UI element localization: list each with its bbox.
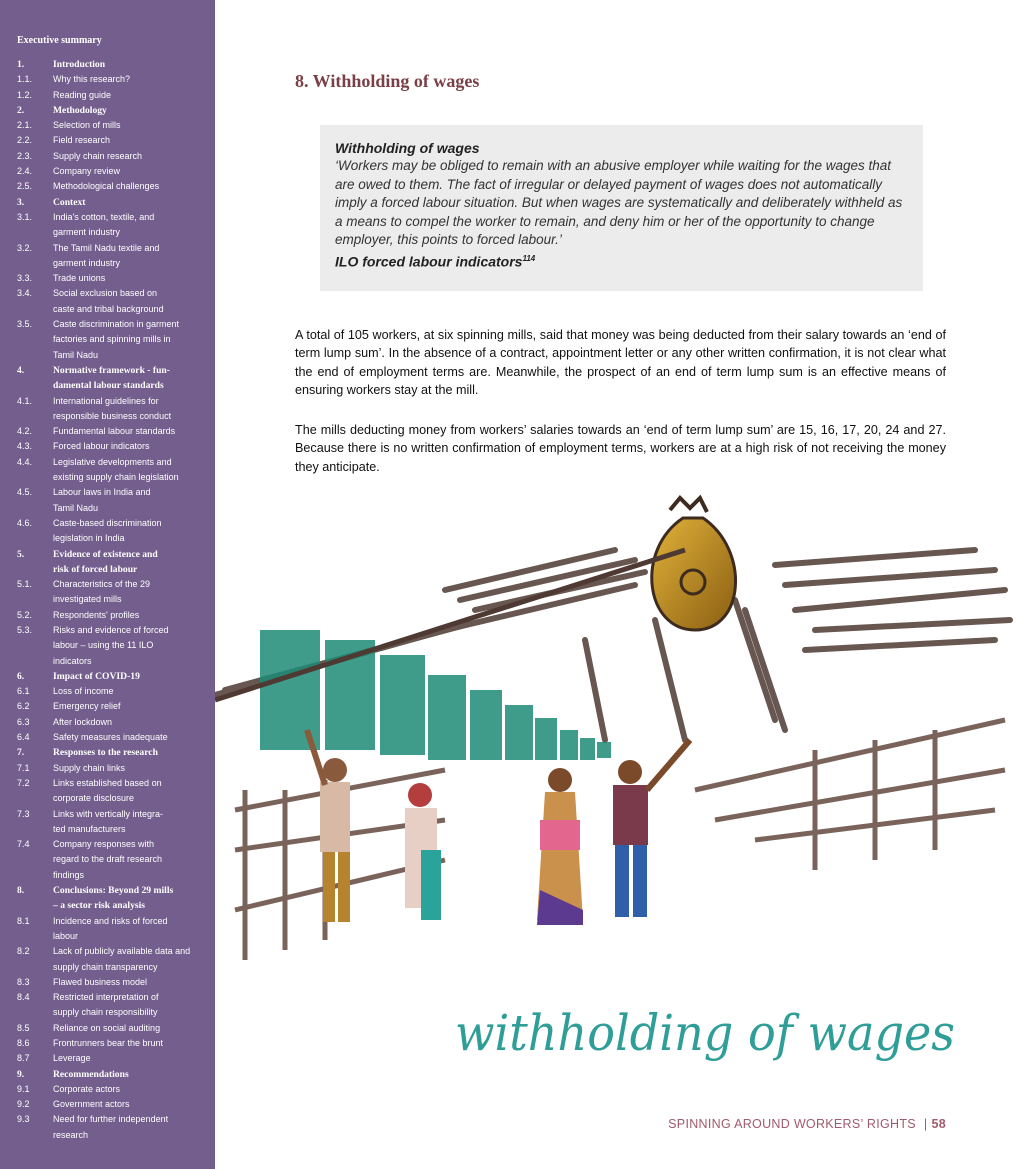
toc-item[interactable] bbox=[17, 837, 207, 852]
toc-item[interactable] bbox=[17, 807, 207, 822]
toc-item[interactable] bbox=[17, 88, 207, 103]
toc-number: 2.2. bbox=[17, 135, 33, 146]
toc-item[interactable] bbox=[17, 730, 207, 745]
toc-executive-summary[interactable]: Executive summary bbox=[17, 35, 102, 46]
toc-label: caste and tribal background bbox=[53, 303, 164, 314]
toc-item[interactable] bbox=[17, 776, 207, 791]
toc-label: Links with vertically integra- bbox=[53, 808, 164, 819]
toc-number: 4.4. bbox=[17, 456, 33, 467]
toc-number: 1.2. bbox=[17, 89, 33, 100]
page-number: 58 bbox=[931, 1117, 946, 1131]
toc-item[interactable] bbox=[17, 439, 207, 454]
toc-label: Reliance on social auditing bbox=[53, 1022, 161, 1033]
toc-number bbox=[17, 225, 53, 240]
toc-number bbox=[17, 592, 53, 607]
toc-label: Field research bbox=[53, 135, 111, 146]
toc-number bbox=[17, 1128, 53, 1143]
toc-label: supply chain transparency bbox=[53, 961, 158, 972]
toc-number bbox=[17, 501, 53, 516]
toc-item[interactable] bbox=[17, 241, 207, 256]
toc-item[interactable] bbox=[17, 715, 207, 730]
toc-number bbox=[17, 348, 53, 363]
toc-label: existing supply chain legislation bbox=[53, 472, 179, 483]
toc-label: Characteristics of the 29 bbox=[53, 579, 151, 590]
toc-label: Trade unions bbox=[53, 273, 106, 284]
toc-number bbox=[17, 852, 53, 867]
toc-label: Links established based on bbox=[53, 777, 162, 788]
toc-number: 7.2 bbox=[17, 777, 30, 788]
toc-item[interactable] bbox=[17, 149, 207, 164]
toc-number: 3.3. bbox=[17, 273, 33, 284]
toc-number: 4.6. bbox=[17, 517, 33, 528]
toc-label: damental labour standards bbox=[53, 380, 164, 392]
toc-label: Evidence of existence and bbox=[53, 548, 158, 560]
toc-chapter[interactable] bbox=[17, 1067, 207, 1082]
toc-chapter[interactable] bbox=[17, 57, 207, 72]
toc-number: 2. bbox=[17, 104, 25, 116]
toc-label: Selection of mills bbox=[53, 120, 121, 131]
toc-label: Responses to the research bbox=[53, 747, 158, 759]
toc-number bbox=[17, 960, 53, 975]
toc-item[interactable] bbox=[17, 1097, 207, 1112]
toc-item[interactable] bbox=[17, 623, 207, 638]
toc-label: Normative framework - fun- bbox=[53, 364, 170, 376]
toc-number: 8.5 bbox=[17, 1022, 30, 1033]
toc-chapter[interactable] bbox=[17, 745, 207, 760]
toc-label: Labour laws in India and bbox=[53, 487, 151, 498]
quote-text: ‘Workers may be obliged to remain with an abusive employer while waiting for the wages that are owed to them. The fact of irregular or delayed payment of wages does not automatically imply a forced labour situation. But when wages are systematically and deliberately withheld as a means to compel the worker to remain, and deny him or her of the opportunity to change employer, this points to forced labour.’ bbox=[335, 158, 903, 247]
toc-item[interactable] bbox=[17, 394, 207, 409]
toc-item[interactable] bbox=[17, 348, 207, 363]
toc-item[interactable] bbox=[17, 1005, 207, 1020]
toc-label: After lockdown bbox=[53, 716, 113, 727]
toc-number bbox=[17, 302, 53, 317]
toc-label: investigated mills bbox=[53, 594, 122, 605]
toc-label: Fundamental labour standards bbox=[53, 426, 176, 437]
toc-label: corporate disclosure bbox=[53, 793, 135, 804]
toc-item[interactable] bbox=[17, 501, 207, 516]
toc-item[interactable] bbox=[17, 118, 207, 133]
toc-item[interactable] bbox=[17, 654, 207, 669]
toc-number bbox=[17, 638, 53, 653]
toc-number bbox=[17, 654, 53, 669]
toc-item[interactable] bbox=[17, 699, 207, 714]
toc-label: Corporate actors bbox=[53, 1083, 121, 1094]
toc-number: 4.1. bbox=[17, 395, 33, 406]
toc-label: supply chain responsibility bbox=[53, 1007, 158, 1018]
toc-number: 4.2. bbox=[17, 426, 33, 437]
toc-item[interactable] bbox=[17, 960, 207, 975]
toc-item[interactable] bbox=[17, 72, 207, 87]
toc-item[interactable] bbox=[17, 577, 207, 592]
toc-label: risk of forced labour bbox=[53, 563, 138, 575]
toc-number: 8.7 bbox=[17, 1053, 30, 1064]
toc-label: Company review bbox=[53, 166, 121, 177]
toc-chapter[interactable] bbox=[17, 103, 207, 118]
toc-number bbox=[17, 332, 53, 347]
toc-number: 4. bbox=[17, 364, 25, 376]
toc-chapter[interactable] bbox=[17, 378, 207, 393]
toc-item[interactable] bbox=[17, 1051, 207, 1066]
toc-number bbox=[17, 256, 53, 271]
toc-item[interactable] bbox=[17, 608, 207, 623]
toc-label: – a sector risk analysis bbox=[53, 900, 146, 912]
toc-label: Why this research? bbox=[53, 74, 131, 85]
toc-number: 3. bbox=[17, 196, 25, 208]
toc-item[interactable] bbox=[17, 1128, 207, 1143]
toc-item[interactable] bbox=[17, 1036, 207, 1051]
toc-item[interactable] bbox=[17, 516, 207, 531]
toc-number: 7.4 bbox=[17, 839, 30, 850]
toc-item[interactable] bbox=[17, 761, 207, 776]
toc-item[interactable] bbox=[17, 164, 207, 179]
toc-number bbox=[17, 1005, 53, 1020]
toc-item[interactable] bbox=[17, 286, 207, 301]
toc-number: 7.1 bbox=[17, 762, 30, 773]
toc-label: Supply chain research bbox=[53, 150, 143, 161]
toc-label: Impact of COVID-19 bbox=[53, 670, 140, 682]
toc-label: legislation in India bbox=[53, 533, 125, 544]
quote-source bbox=[335, 250, 907, 271]
toc-label: Tamil Nadu bbox=[53, 502, 99, 513]
toc-number: 5.1. bbox=[17, 579, 33, 590]
toc-chapter[interactable] bbox=[17, 883, 207, 898]
toc-chapter[interactable] bbox=[17, 669, 207, 684]
toc-label: Reading guide bbox=[53, 89, 112, 100]
toc-number: 4.5. bbox=[17, 487, 33, 498]
toc-item[interactable] bbox=[17, 868, 207, 883]
toc-item[interactable] bbox=[17, 975, 207, 990]
toc-item[interactable] bbox=[17, 929, 207, 944]
toc-item[interactable] bbox=[17, 1112, 207, 1127]
body-paragraph: A total of 105 workers, at six spinning mills, said that money was being deducted from their salary towards an ‘end of term lump sum’. In the absence of a contract, appointment letter or any other written confirmation, it is not clear what the end of employment terms are. Meanwhile, the prospect of an end of term lump sum is an effective means of ensuring workers stay at the mill. bbox=[295, 328, 946, 398]
toc-number bbox=[17, 531, 53, 546]
toc-item[interactable] bbox=[17, 1082, 207, 1097]
toc-item[interactable] bbox=[17, 791, 207, 806]
worker-2 bbox=[405, 783, 441, 920]
toc-label: Need for further independent bbox=[53, 1114, 169, 1125]
toc-label: indicators bbox=[53, 655, 92, 666]
toc-item[interactable] bbox=[17, 133, 207, 148]
toc-item[interactable] bbox=[17, 179, 207, 194]
toc-label: Social exclusion based on bbox=[53, 288, 158, 299]
toc-chapter[interactable] bbox=[17, 195, 207, 210]
toc-number: 1.1. bbox=[17, 74, 33, 85]
toc-label: Incidence and risks of forced bbox=[53, 915, 168, 926]
toc-item[interactable] bbox=[17, 822, 207, 837]
toc-label: Emergency relief bbox=[53, 701, 121, 712]
toc-label: Forced labour indicators bbox=[53, 441, 150, 452]
toc-label: Government actors bbox=[53, 1099, 130, 1110]
table-of-contents-sidebar bbox=[0, 0, 215, 1169]
toc-number bbox=[17, 791, 53, 806]
toc-item[interactable] bbox=[17, 592, 207, 607]
toc-number: 3.4. bbox=[17, 288, 33, 299]
toc-label: Flawed business model bbox=[53, 976, 148, 987]
toc-label: ted manufacturers bbox=[53, 823, 126, 834]
toc-number: 3.1. bbox=[17, 211, 33, 222]
toc-label: Tamil Nadu bbox=[53, 349, 99, 360]
toc-number bbox=[17, 822, 53, 837]
toc-number: 8.2 bbox=[17, 946, 30, 957]
toc-chapter[interactable] bbox=[17, 363, 207, 378]
toc-label: Caste-based discrimination bbox=[53, 517, 162, 528]
toc-label: India's cotton, textile, and bbox=[53, 211, 155, 222]
toc-item[interactable] bbox=[17, 531, 207, 546]
toc-number: 9.1 bbox=[17, 1083, 30, 1094]
toc-number: 7. bbox=[17, 747, 25, 759]
toc-number: 5.3. bbox=[17, 624, 33, 635]
toc-label: Restricted interpretation of bbox=[53, 992, 159, 1003]
toc-list bbox=[17, 57, 207, 1143]
quote-box bbox=[320, 125, 923, 291]
toc-label: Methodology bbox=[53, 104, 107, 116]
quote-source-label: ILO forced labour indicators bbox=[335, 253, 523, 270]
toc-number: 6.2 bbox=[17, 701, 30, 712]
toc-label: Lack of publicly available data and bbox=[53, 946, 191, 957]
toc-number: 8.6 bbox=[17, 1038, 30, 1048]
toc-label: labour – using the 11 ILO bbox=[53, 640, 154, 651]
toc-chapter[interactable] bbox=[17, 898, 207, 913]
toc-item[interactable] bbox=[17, 990, 207, 1005]
toc-label: Leverage bbox=[53, 1053, 91, 1064]
toc-number: 6.1 bbox=[17, 686, 30, 697]
toc-label: International guidelines for bbox=[53, 395, 159, 406]
toc-item[interactable] bbox=[17, 317, 207, 332]
toc-item[interactable] bbox=[17, 424, 207, 439]
money-bag-icon bbox=[652, 498, 736, 630]
main-content bbox=[215, 0, 1024, 1169]
toc-number: 2.4. bbox=[17, 166, 33, 177]
toc-label: labour bbox=[53, 930, 79, 941]
toc-number: 1. bbox=[17, 59, 25, 70]
toc-item[interactable] bbox=[17, 485, 207, 500]
footer-separator: | bbox=[923, 1117, 928, 1131]
publication-title: SPINNING AROUND WORKERS’ RIGHTS bbox=[668, 1117, 916, 1131]
toc-chapter[interactable] bbox=[17, 562, 207, 577]
toc-item[interactable] bbox=[17, 684, 207, 699]
toc-item[interactable] bbox=[17, 225, 207, 240]
toc-number: 6. bbox=[17, 670, 25, 682]
toc-number: 9. bbox=[17, 1068, 25, 1080]
toc-number bbox=[17, 470, 53, 485]
toc-item[interactable] bbox=[17, 638, 207, 653]
toc-number: 9.2 bbox=[17, 1099, 30, 1110]
toc-number bbox=[17, 929, 53, 944]
toc-chapter[interactable] bbox=[17, 547, 207, 562]
toc-number: 2.3. bbox=[17, 150, 33, 161]
withholding-wages-illustration bbox=[215, 490, 1024, 1080]
worker-3 bbox=[537, 768, 583, 925]
toc-label: Safety measures inadequate bbox=[53, 732, 168, 743]
section-title: 8. Withholding of wages bbox=[295, 71, 480, 91]
toc-number: 2.5. bbox=[17, 181, 33, 192]
toc-label: The Tamil Nadu textile and bbox=[53, 242, 160, 253]
toc-number: 6.4 bbox=[17, 732, 30, 743]
toc-label: Risks and evidence of forced bbox=[53, 624, 169, 635]
toc-label: Recommendations bbox=[53, 1068, 129, 1080]
toc-label: Caste discrimination in garment bbox=[53, 319, 180, 330]
toc-item[interactable] bbox=[17, 944, 207, 959]
quote-title: Withholding of wages bbox=[335, 140, 480, 156]
toc-number: 7.3 bbox=[17, 808, 30, 819]
illustration-caption: withholding of wages bbox=[455, 1004, 955, 1062]
toc-number: 6.3 bbox=[17, 716, 30, 727]
toc-label: Conclusions: Beyond 29 mills bbox=[53, 885, 174, 897]
toc-label: Context bbox=[53, 196, 86, 208]
worker-4 bbox=[613, 740, 690, 917]
footnote-ref[interactable]: 114 bbox=[522, 253, 536, 263]
toc-label: regard to the draft research bbox=[53, 854, 163, 865]
toc-label: Supply chain links bbox=[53, 762, 126, 773]
toc-item[interactable] bbox=[17, 1021, 207, 1036]
toc-item[interactable] bbox=[17, 914, 207, 929]
toc-number: 5.2. bbox=[17, 609, 33, 620]
toc-item[interactable] bbox=[17, 852, 207, 867]
toc-number: 5. bbox=[17, 548, 25, 560]
toc-item[interactable] bbox=[17, 332, 207, 347]
toc-label: research bbox=[53, 1129, 89, 1140]
toc-number bbox=[17, 409, 53, 424]
toc-number: 8.3 bbox=[17, 976, 30, 987]
toc-number bbox=[17, 898, 53, 913]
toc-label: Introduction bbox=[53, 59, 106, 70]
toc-label: garment industry bbox=[53, 257, 121, 268]
toc-item[interactable] bbox=[17, 302, 207, 317]
toc-number bbox=[17, 378, 53, 393]
toc-number: 4.3. bbox=[17, 441, 33, 452]
toc-number: 8. bbox=[17, 885, 25, 897]
toc-number: 3.5. bbox=[17, 319, 33, 330]
page-footer bbox=[668, 1117, 946, 1131]
toc-label: findings bbox=[53, 869, 85, 880]
toc-item[interactable] bbox=[17, 210, 207, 225]
body-paragraph: The mills deducting money from workers’ salaries towards an ‘end of term lump sum’ are 15, 16, 17, 20, 24 and 27. Because there is no written confirmation of employment terms, workers are at a high risk of not receiving the money they anticipate. bbox=[295, 423, 946, 474]
toc-item[interactable] bbox=[17, 256, 207, 271]
toc-label: Respondents' profiles bbox=[53, 609, 140, 620]
toc-label: Legislative developments and bbox=[53, 456, 172, 467]
toc-item[interactable] bbox=[17, 455, 207, 470]
toc-label: Methodological challenges bbox=[53, 181, 160, 192]
toc-number: 9.3 bbox=[17, 1114, 30, 1125]
toc-label: Loss of income bbox=[53, 686, 114, 697]
toc-number: 8.1 bbox=[17, 915, 30, 926]
toc-item[interactable] bbox=[17, 409, 207, 424]
toc-label: garment industry bbox=[53, 227, 121, 238]
toc-number: 2.1. bbox=[17, 120, 33, 131]
toc-label: responsible business conduct bbox=[53, 410, 172, 421]
toc-number: 3.2. bbox=[17, 242, 33, 253]
toc-label: factories and spinning mills in bbox=[53, 334, 171, 345]
toc-label: Company responses with bbox=[53, 839, 155, 850]
toc-number bbox=[17, 562, 53, 577]
toc-number: 8.4 bbox=[17, 992, 30, 1003]
toc-item[interactable] bbox=[17, 271, 207, 286]
toc-number bbox=[17, 868, 53, 883]
toc-label: Frontrunners bear the brunt bbox=[53, 1038, 164, 1048]
toc-item[interactable] bbox=[17, 470, 207, 485]
